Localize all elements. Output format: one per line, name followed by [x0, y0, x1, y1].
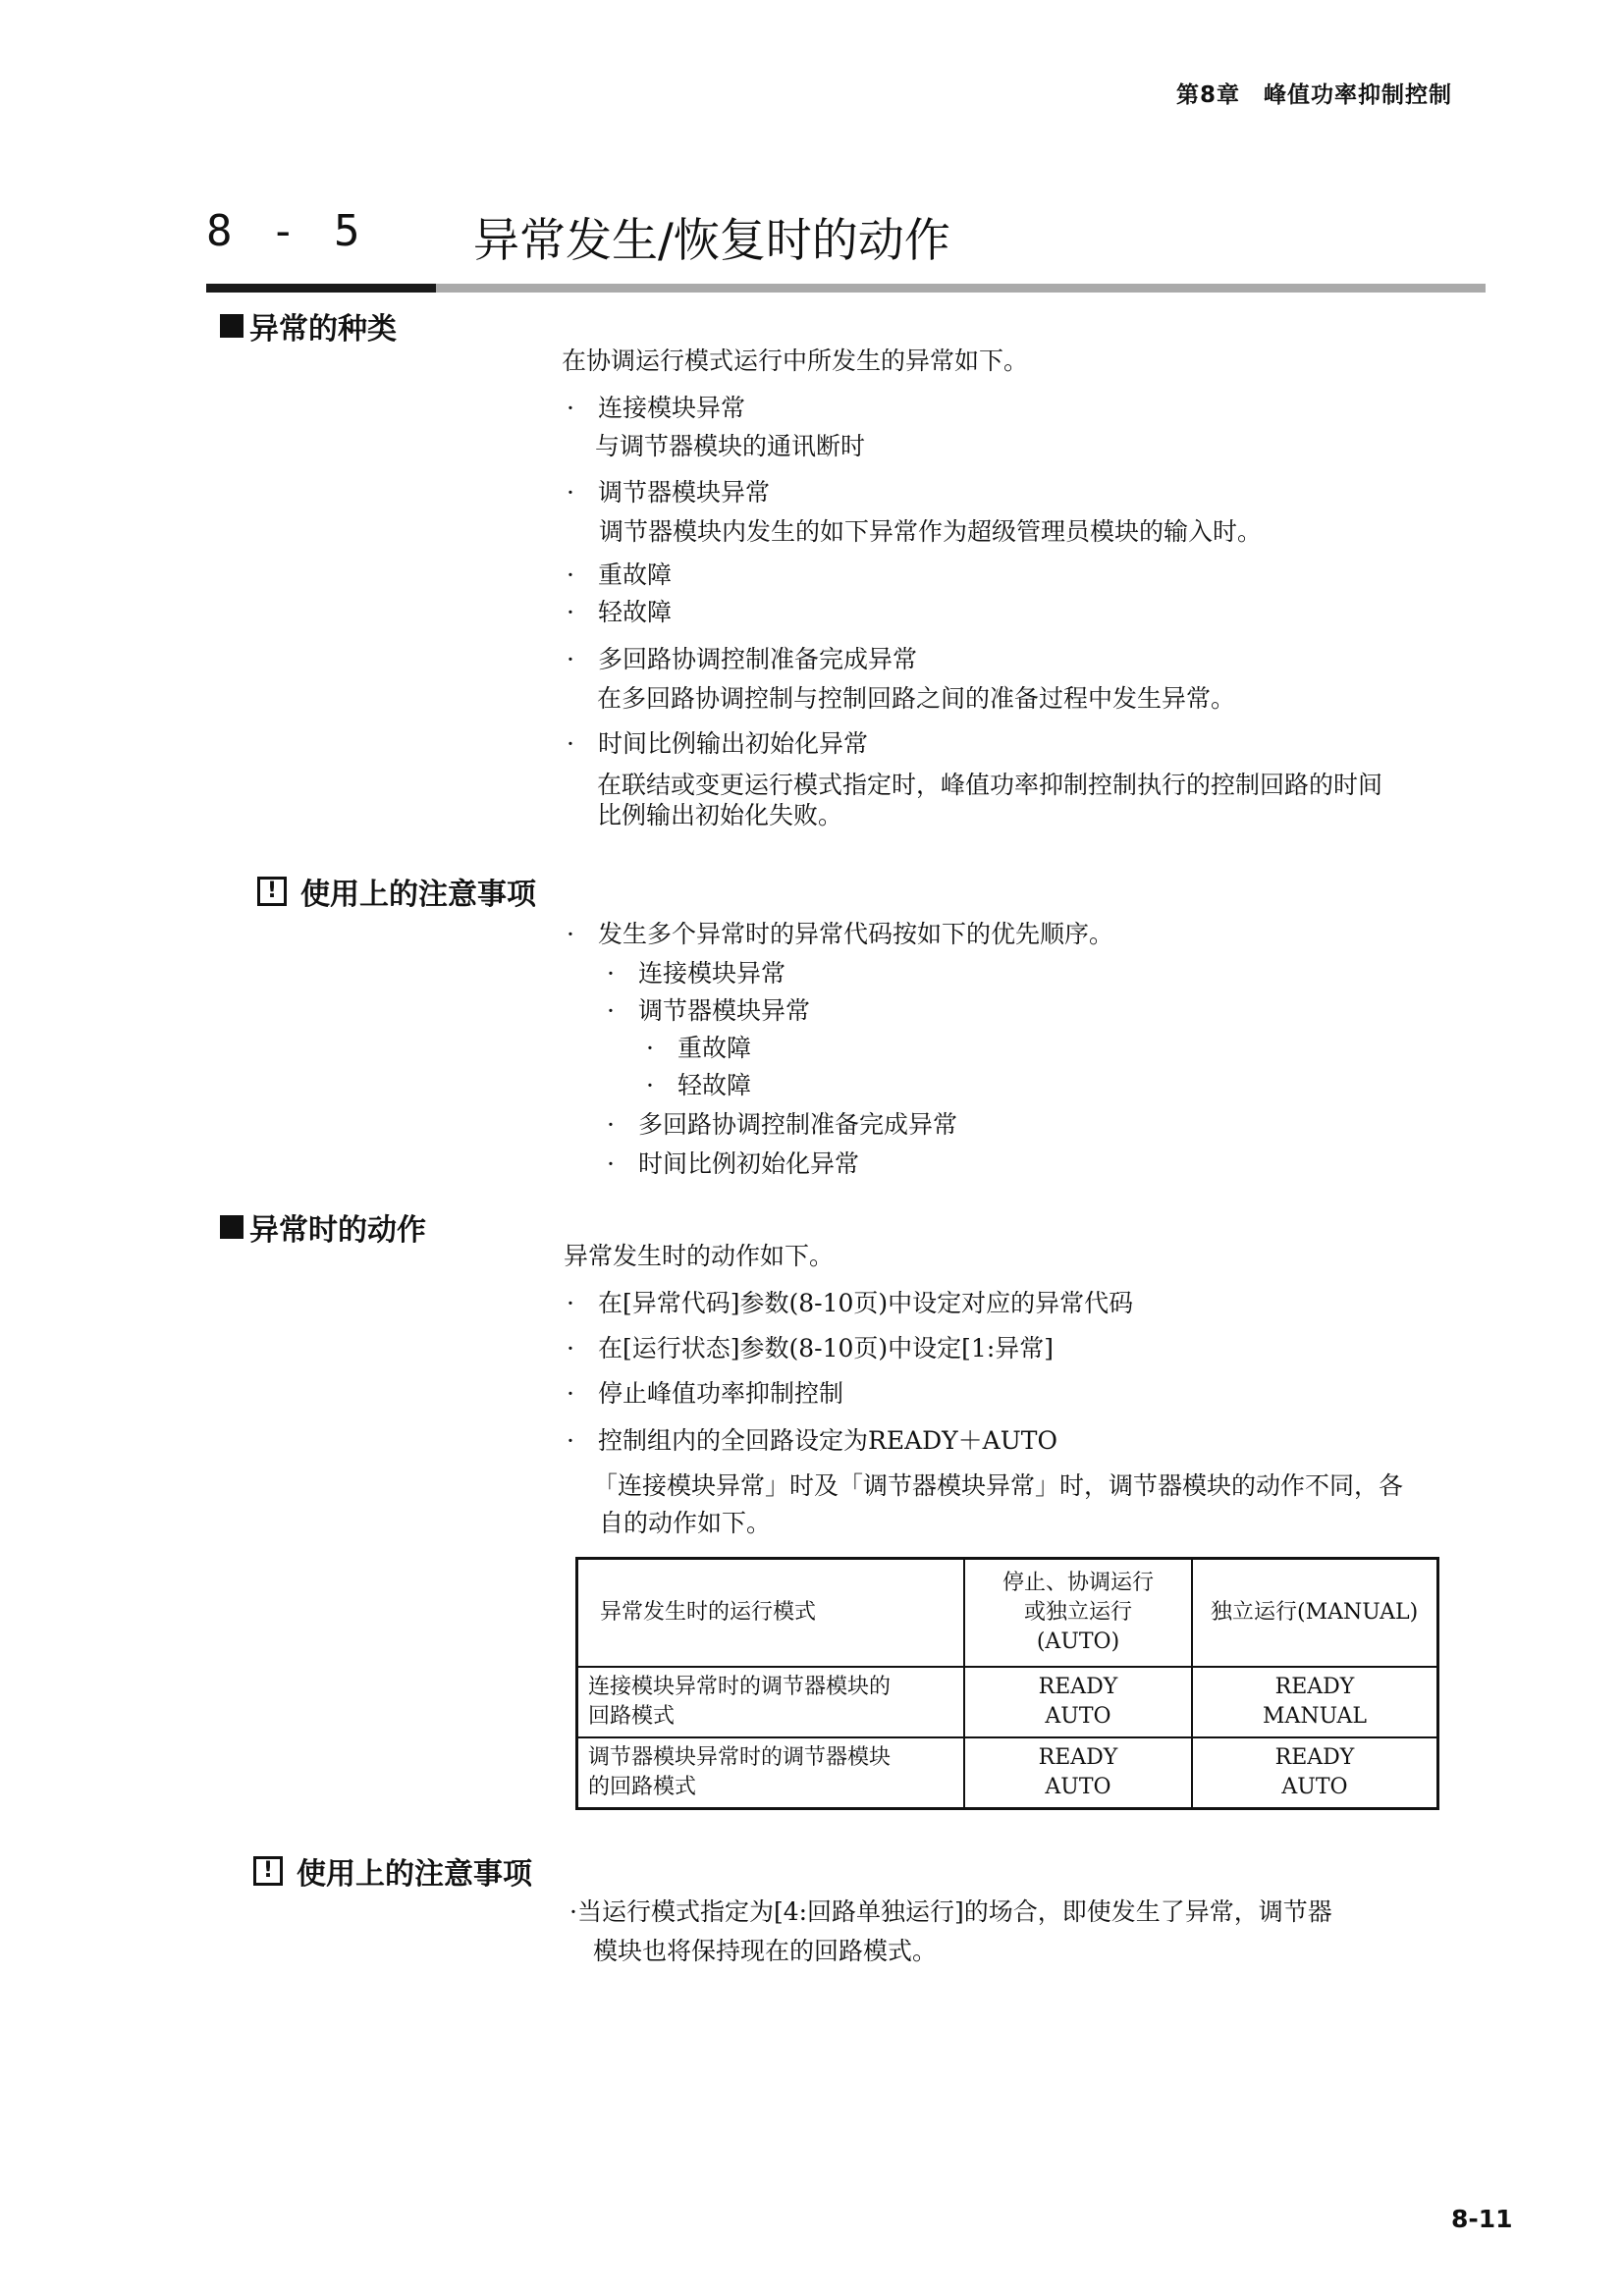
kind-item-label: · 连接模块异常 [598, 393, 745, 425]
action-item: · 控制组内的全回路设定为READY＋AUTO [598, 1425, 1057, 1458]
action-item: · 在[运行状态]参数(8-10页)中设定[1:异常] [598, 1333, 1054, 1365]
loop-mode-table [575, 1557, 1439, 1810]
actions-paragraph: 自的动作如下。 [599, 1509, 772, 1537]
kind-item-label: · 调节器模块异常 [598, 477, 770, 509]
kind-item-label: · 多回路协调控制准备完成异常 [598, 644, 917, 676]
actions-heading-text: 异常时的动作 [249, 1213, 426, 1248]
table-cell: 连接模块异常时的调节器模块的 回路模式 [577, 1667, 965, 1737]
chapter-title: 峰值功率抑制控制 [1264, 82, 1453, 108]
table-cell: READY MANUAL [1192, 1667, 1438, 1737]
actions-heading [220, 1205, 426, 1249]
exclamation-icon: ! [253, 1856, 283, 1886]
section-number: 8 - 5 [206, 206, 366, 256]
kind-item-label: · 时间比例输出初始化异常 [598, 728, 868, 761]
section-title: 异常发生/恢复时的动作 [473, 214, 950, 268]
note-list-item: · 连接模块异常 [638, 958, 785, 990]
table-row [577, 1667, 1438, 1737]
table-cell: 调节器模块异常时的调节器模块 的回路模式 [577, 1737, 965, 1809]
table-header-cell: 独立运行(MANUAL) [1192, 1559, 1438, 1668]
note-list-item: · 多回路协调控制准备完成异常 [638, 1109, 957, 1142]
note-heading-text: 使用上的注意事项 [297, 1857, 532, 1892]
note-lead: · 发生多个异常时的异常代码按如下的优先顺序。 [598, 919, 1113, 951]
note-heading-text: 使用上的注意事项 [300, 878, 536, 912]
note-list-item: · 轻故障 [677, 1070, 751, 1102]
note-heading [257, 870, 536, 913]
kind-item-label: · 轻故障 [598, 597, 672, 629]
table-header-row [577, 1559, 1438, 1668]
title-rule-dark [206, 284, 436, 293]
action-item: · 在[异常代码]参数(8-10页)中设定对应的异常代码 [598, 1288, 1133, 1320]
exclamation-icon: ! [257, 877, 287, 906]
chapter-header [1176, 77, 1452, 109]
kinds-intro: 在协调运行模式运行中所发生的异常如下。 [562, 347, 1029, 375]
kind-item-desc: 比例输出初始化失败。 [597, 801, 843, 829]
chapter-number: 第8章 [1176, 82, 1241, 108]
table-row [577, 1737, 1438, 1809]
table-cell: READY AUTO [964, 1737, 1192, 1809]
note-list-item: · 调节器模块异常 [638, 995, 810, 1028]
action-item: · 停止峰值功率抑制控制 [598, 1378, 843, 1411]
kinds-heading-text: 异常的种类 [249, 312, 397, 347]
table-header-cell: 停止、协调运行 或独立运行 (AUTO) [964, 1559, 1192, 1668]
kind-item-desc: 在联结或变更运行模式指定时，峰值功率抑制控制执行的控制回路的时间 [597, 771, 1383, 799]
note-list-item: · 时间比例初始化异常 [638, 1148, 859, 1181]
note-list-item: · 重故障 [677, 1033, 751, 1065]
square-bullet-icon [220, 1215, 244, 1239]
actions-intro: 异常发生时的动作如下。 [564, 1242, 835, 1270]
kinds-heading [220, 304, 397, 347]
kind-item-desc: 在多回路协调控制与控制回路之间的准备过程中发生异常。 [597, 684, 1236, 713]
note-text: ·当运行模式指定为[4:回路单独运行]的场合，即使发生了异常，调节器 [569, 1897, 1332, 1926]
actions-paragraph: 「连接模块异常」时及「调节器模块异常」时，调节器模块的动作不同，各 [593, 1471, 1404, 1500]
title-rule-gray [436, 284, 1486, 293]
kind-item-label: · 重故障 [598, 560, 672, 592]
note-heading [253, 1849, 532, 1893]
page-number: 8-11 [1451, 2205, 1513, 2233]
kind-item-desc: 调节器模块内发生的如下异常作为超级管理员模块的输入时。 [599, 517, 1263, 546]
table-cell: READY AUTO [1192, 1737, 1438, 1809]
table-cell: READY AUTO [964, 1667, 1192, 1737]
kind-item-desc: 与调节器模块的通讯断时 [595, 432, 866, 460]
square-bullet-icon [220, 314, 244, 338]
table-header-cell: 异常发生时的运行模式 [577, 1559, 965, 1668]
note-text: 模块也将保持现在的回路模式。 [593, 1937, 938, 1965]
